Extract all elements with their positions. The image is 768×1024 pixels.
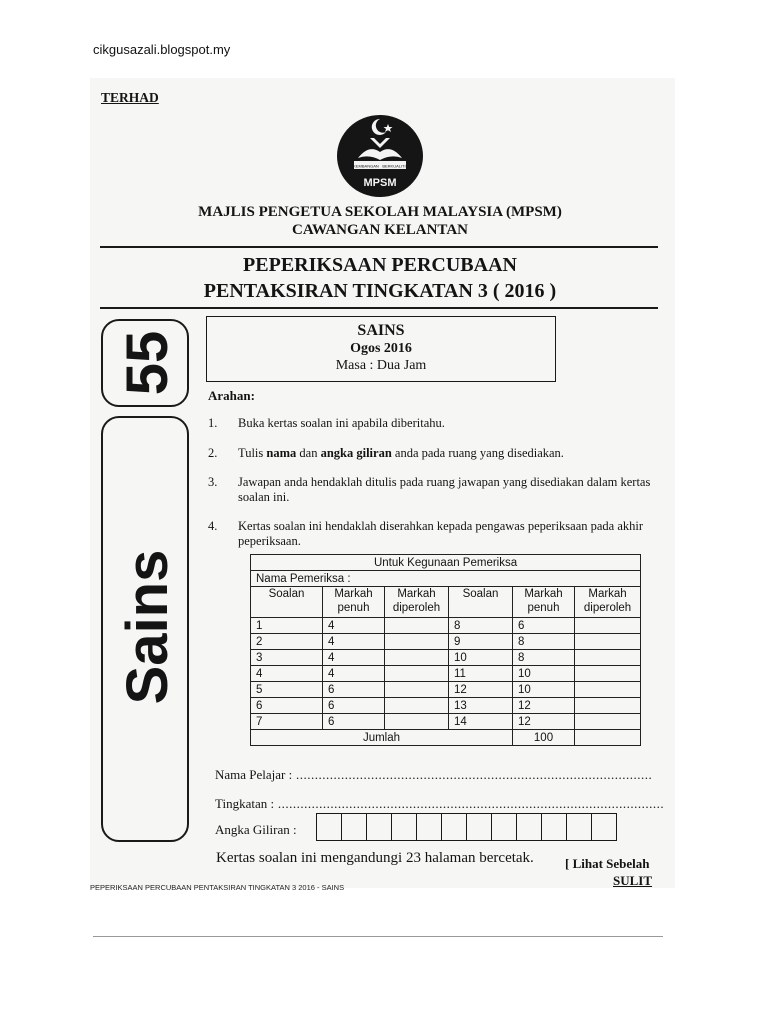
- instruction-item: [208, 446, 663, 461]
- instruction-text-part: Tulis: [238, 446, 267, 460]
- table-cell: 4: [323, 634, 385, 650]
- table-row: [251, 682, 641, 698]
- index-number-box[interactable]: [567, 814, 592, 840]
- column-header: Soalan: [449, 587, 513, 618]
- pages-note: Kertas soalan ini mengandungi 23 halaman bercetak.: [216, 850, 534, 866]
- instruction-number: 2.: [208, 446, 218, 460]
- header-rule-top: [100, 246, 658, 248]
- student-name-label: Nama Pelajar :: [215, 767, 293, 782]
- page-footer: PEPERIKSAAN PERCUBAAN PENTAKSIRAN TINGKATAN 3 2016 - SAINS: [90, 883, 345, 892]
- subject-name: SAINS: [357, 322, 405, 339]
- table-cell: 4: [323, 618, 385, 634]
- instruction-text-part: anda pada ruang yang disediakan.: [391, 446, 564, 460]
- form-field[interactable]: Tingkatan : .......................................................................................................: [215, 796, 665, 811]
- index-number-box[interactable]: [367, 814, 392, 840]
- index-number-box[interactable]: [317, 814, 342, 840]
- column-header: Markah diperoleh: [575, 587, 641, 618]
- table-cell: 10: [449, 650, 513, 666]
- table-row: [251, 698, 641, 714]
- column-header: Markah diperoleh: [385, 587, 449, 618]
- index-number-box[interactable]: [492, 814, 517, 840]
- table-cell: 8: [513, 650, 575, 666]
- table-cell: 11: [449, 666, 513, 682]
- table-cell: 9: [449, 634, 513, 650]
- table-cell: 8: [513, 634, 575, 650]
- index-number-box[interactable]: [542, 814, 567, 840]
- total-label: Jumlah: [251, 730, 513, 746]
- table-cell: 10: [513, 666, 575, 682]
- marks-obtained-cell[interactable]: [575, 682, 641, 698]
- marks-obtained-cell[interactable]: [575, 714, 641, 730]
- bottom-rule: [93, 936, 663, 937]
- instruction-item: [208, 475, 663, 505]
- table-row: [251, 618, 641, 634]
- table-cell: 6: [323, 714, 385, 730]
- table-cell: 4: [251, 666, 323, 682]
- instruction-text-bold: angka giliran: [320, 446, 392, 460]
- form-label: Tingkatan :: [215, 796, 275, 811]
- column-header: Markah penuh: [323, 587, 385, 618]
- examiner-name-field[interactable]: Nama Pemeriksa :: [251, 571, 641, 587]
- instruction-item: [208, 416, 663, 431]
- total-value: 100: [513, 730, 575, 746]
- classification-top: TERHAD: [101, 90, 159, 105]
- subject-box: [206, 316, 556, 382]
- instruction-item: [208, 519, 663, 549]
- instruction-number: 4.: [208, 519, 218, 533]
- table-cell: 13: [449, 698, 513, 714]
- table-row: [251, 634, 641, 650]
- classification-bottom: SULIT: [613, 873, 653, 888]
- marks-obtained-cell[interactable]: [575, 650, 641, 666]
- marks-obtained-cell[interactable]: [385, 650, 449, 666]
- header-rule-bottom: [100, 307, 658, 309]
- marks-obtained-cell[interactable]: [385, 618, 449, 634]
- marks-obtained-cell[interactable]: [385, 698, 449, 714]
- examiner-table-title: Untuk Kegunaan Pemeriksa: [251, 555, 641, 571]
- emblem-abbr: MPSM: [363, 177, 397, 189]
- column-header: Markah penuh: [513, 587, 575, 618]
- index-number-label: Angka Giliran :: [215, 822, 297, 837]
- instruction-text: Kertas soalan ini hendaklah diserahkan kepada pengawas peperiksaan pada akhir peperiksaan.: [238, 519, 644, 548]
- marks-obtained-cell[interactable]: [575, 666, 641, 682]
- index-number-box[interactable]: [342, 814, 367, 840]
- index-number-box[interactable]: [517, 814, 542, 840]
- index-number-boxes[interactable]: [316, 813, 617, 841]
- exam-title-line-1: PEPERIKSAAN PERCUBAAN: [243, 254, 517, 276]
- marks-obtained-cell[interactable]: [385, 682, 449, 698]
- exam-title-line-2: PENTAKSIRAN TINGKATAN 3 ( 2016 ): [203, 280, 557, 302]
- table-row: [251, 650, 641, 666]
- instructions-title: Arahan:: [208, 388, 255, 403]
- marks-obtained-cell[interactable]: [385, 634, 449, 650]
- table-cell: 6: [323, 682, 385, 698]
- paper-code: 55: [115, 330, 180, 396]
- table-cell: 6: [513, 618, 575, 634]
- index-number-box[interactable]: [442, 814, 467, 840]
- exam-date: Ogos 2016: [350, 341, 412, 356]
- instruction-text: [238, 446, 663, 461]
- student-name-field[interactable]: Nama Pelajar : ...............................................................................................: [215, 767, 653, 782]
- mpsm-emblem-icon: [336, 114, 424, 198]
- table-row: [251, 666, 641, 682]
- table-cell: 8: [449, 618, 513, 634]
- total-obtained-cell[interactable]: [575, 730, 641, 746]
- instruction-number: 1.: [208, 416, 218, 430]
- instruction-text: Buka kertas soalan ini apabila diberitahu.: [238, 416, 445, 430]
- table-row: [251, 714, 641, 730]
- instruction-text-bold: nama: [266, 446, 297, 460]
- marks-obtained-cell[interactable]: [385, 714, 449, 730]
- turn-over-note: [ Lihat Sebelah: [565, 856, 650, 871]
- table-cell: 4: [323, 666, 385, 682]
- marks-obtained-cell[interactable]: [575, 634, 641, 650]
- emblem-ribbon-right: BERKUALITI: [382, 163, 406, 169]
- emblem-ribbon-left: KEMBANGAN: [353, 163, 379, 169]
- instruction-text-part: dan: [296, 446, 321, 460]
- table-cell: 6: [251, 698, 323, 714]
- table-cell: 10: [513, 682, 575, 698]
- examiner-table: [250, 554, 641, 746]
- table-cell: 5: [251, 682, 323, 698]
- instruction-text: Jawapan anda hendaklah ditulis pada ruang jawapan yang disediakan dalam kertas soalan ini.: [238, 475, 651, 504]
- index-number-box[interactable]: [467, 814, 492, 840]
- index-number-box[interactable]: [392, 814, 417, 840]
- blog-url: cikgusazali.blogspot.my: [93, 42, 231, 57]
- table-cell: 14: [449, 714, 513, 730]
- exam-duration: Masa : Dua Jam: [335, 358, 427, 373]
- table-cell: 6: [323, 698, 385, 714]
- marks-obtained-cell[interactable]: [575, 698, 641, 714]
- table-cell: 2: [251, 634, 323, 650]
- marks-obtained-cell[interactable]: [385, 666, 449, 682]
- table-cell: 1: [251, 618, 323, 634]
- table-cell: 12: [513, 714, 575, 730]
- instruction-number: 3.: [208, 475, 218, 489]
- table-cell: 12: [449, 682, 513, 698]
- examiner-table-body: [251, 618, 641, 730]
- index-number-box[interactable]: [592, 814, 616, 840]
- table-cell: 12: [513, 698, 575, 714]
- table-cell: 7: [251, 714, 323, 730]
- marks-obtained-cell[interactable]: [575, 618, 641, 634]
- table-cell: 3: [251, 650, 323, 666]
- organization-line-1: MAJLIS PENGETUA SEKOLAH MALAYSIA (MPSM): [198, 204, 562, 220]
- index-number-box[interactable]: [417, 814, 442, 840]
- organization-line-2: CAWANGAN KELANTAN: [292, 222, 468, 238]
- subject-vertical: Sains: [115, 549, 180, 705]
- table-cell: 4: [323, 650, 385, 666]
- column-header: Soalan: [251, 587, 323, 618]
